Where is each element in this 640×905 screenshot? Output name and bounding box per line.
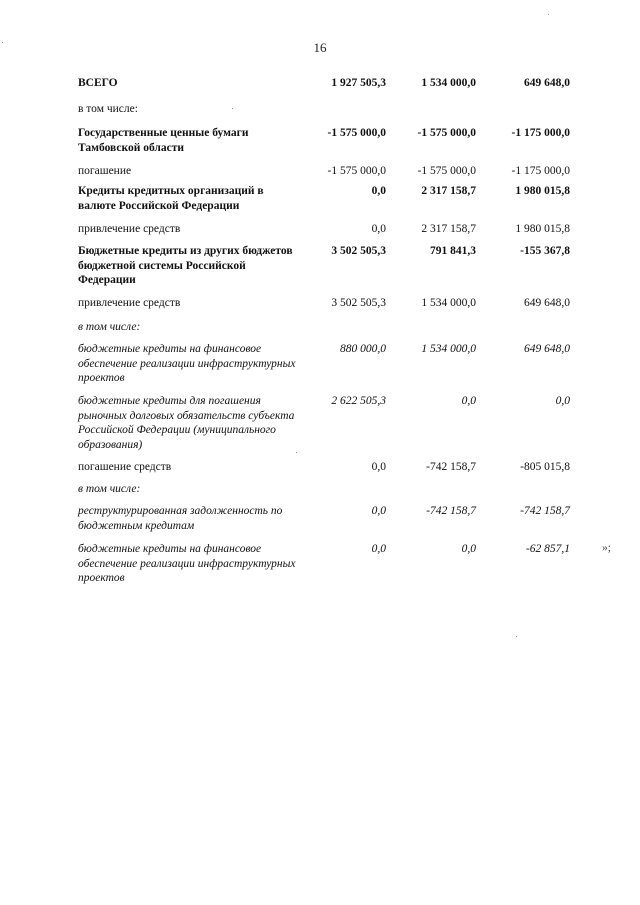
row-value-col2: 1 534 000,0: [421, 77, 476, 89]
row-value-col1: 0,0: [371, 505, 386, 517]
row-label: в том числе:: [78, 321, 141, 333]
row-label: в том числе:: [78, 483, 141, 495]
row-value-col2: -742 158,7: [426, 461, 476, 473]
row-value-col3: -1 175 000,0: [511, 127, 570, 139]
table-row: [78, 222, 578, 237]
row-value-col2: 1 534 000,0: [421, 343, 476, 355]
scan-speck: [516, 636, 517, 637]
scan-speck: [232, 108, 233, 109]
row-value-col1: 3 502 505,3: [331, 245, 386, 257]
scan-speck: [548, 14, 549, 15]
row-label: реструктурированная задолженность по бюджетным кредитам: [78, 505, 283, 532]
row-value-col2: 0,0: [461, 395, 476, 407]
row-value-col3: -62 857,1: [525, 543, 570, 555]
row-value-col3: 1 980 015,8: [515, 185, 570, 197]
row-value-col1: 1 927 505,3: [331, 77, 386, 89]
row-value-col2: 2 317 158,7: [421, 223, 476, 235]
row-value-col3: 1 980 015,8: [515, 223, 570, 235]
row-value-col1: 0,0: [371, 185, 386, 197]
row-value-col2: 2 317 158,7: [421, 185, 476, 197]
row-value-col3: 649 648,0: [524, 297, 570, 309]
row-label: погашение: [78, 165, 132, 177]
row-value-col1: 0,0: [371, 223, 386, 235]
table-row: [78, 102, 578, 117]
row-value-col2: 1 534 000,0: [421, 297, 476, 309]
row-value-col3: -155 367,8: [520, 245, 570, 257]
table-row: [78, 482, 578, 497]
table-row: [78, 542, 578, 586]
row-value-col2: 0,0: [461, 543, 476, 555]
row-value-col1: 2 622 505,3: [331, 395, 386, 407]
table-row: [78, 320, 578, 335]
page-number: 16: [313, 40, 327, 55]
row-value-col1: 0,0: [371, 543, 386, 555]
table-row: [78, 460, 578, 475]
table-row: [78, 244, 578, 288]
row-value-col2: -742 158,7: [426, 505, 476, 517]
row-label: бюджетные кредиты на финансовое обеспечение реализации инфраструктурных проектов: [78, 543, 296, 584]
row-label: погашение средств: [78, 461, 172, 473]
row-label: Кредиты кредитных организаций в валюте Российской Федерации: [78, 185, 264, 212]
row-value-col3: 0,0: [555, 395, 570, 407]
table-row: [78, 126, 578, 155]
row-value-col2: -1 575 000,0: [417, 165, 476, 177]
scan-speck: [296, 452, 297, 453]
row-label: ВСЕГО: [78, 77, 118, 89]
row-value-col1: -1 575 000,0: [327, 127, 386, 139]
table-row: [78, 504, 578, 533]
closing-quote: »;: [602, 542, 611, 554]
row-label: в том числе:: [78, 103, 138, 115]
row-value-col3: 649 648,0: [524, 77, 570, 89]
table-row: [78, 296, 578, 311]
row-label: Бюджетные кредиты из других бюджетов бюджетной системы Российской Федерации: [78, 245, 293, 286]
row-value-col1: -1 575 000,0: [327, 165, 386, 177]
row-value-col2: 791 841,3: [430, 245, 476, 257]
row-label: привлечение средств: [78, 297, 181, 309]
row-value-col3: -805 015,8: [520, 461, 570, 473]
row-value-col2: -1 575 000,0: [417, 127, 476, 139]
row-value-col1: 0,0: [371, 461, 386, 473]
row-label: бюджетные кредиты на финансовое обеспечение реализации инфраструктурных проектов: [78, 343, 296, 384]
table-row: [78, 76, 578, 91]
row-value-col1: 3 502 505,3: [331, 297, 386, 309]
scan-speck: [2, 42, 3, 43]
row-label: привлечение средств: [78, 223, 181, 235]
table-row: [78, 394, 578, 452]
row-value-col1: 880 000,0: [340, 343, 386, 355]
row-value-col3: -742 158,7: [520, 505, 570, 517]
row-value-col3: 649 648,0: [524, 343, 570, 355]
table-row: [78, 164, 578, 179]
table-row: [78, 184, 578, 213]
table-row: [78, 342, 578, 386]
row-value-col3: -1 175 000,0: [511, 165, 570, 177]
row-label: бюджетные кредиты для погашения рыночных долговых обязательств субъекта Российской Федерации (муниципального образования): [78, 395, 295, 451]
row-label: Государственные ценные бумаги Тамбовской области: [78, 127, 249, 154]
